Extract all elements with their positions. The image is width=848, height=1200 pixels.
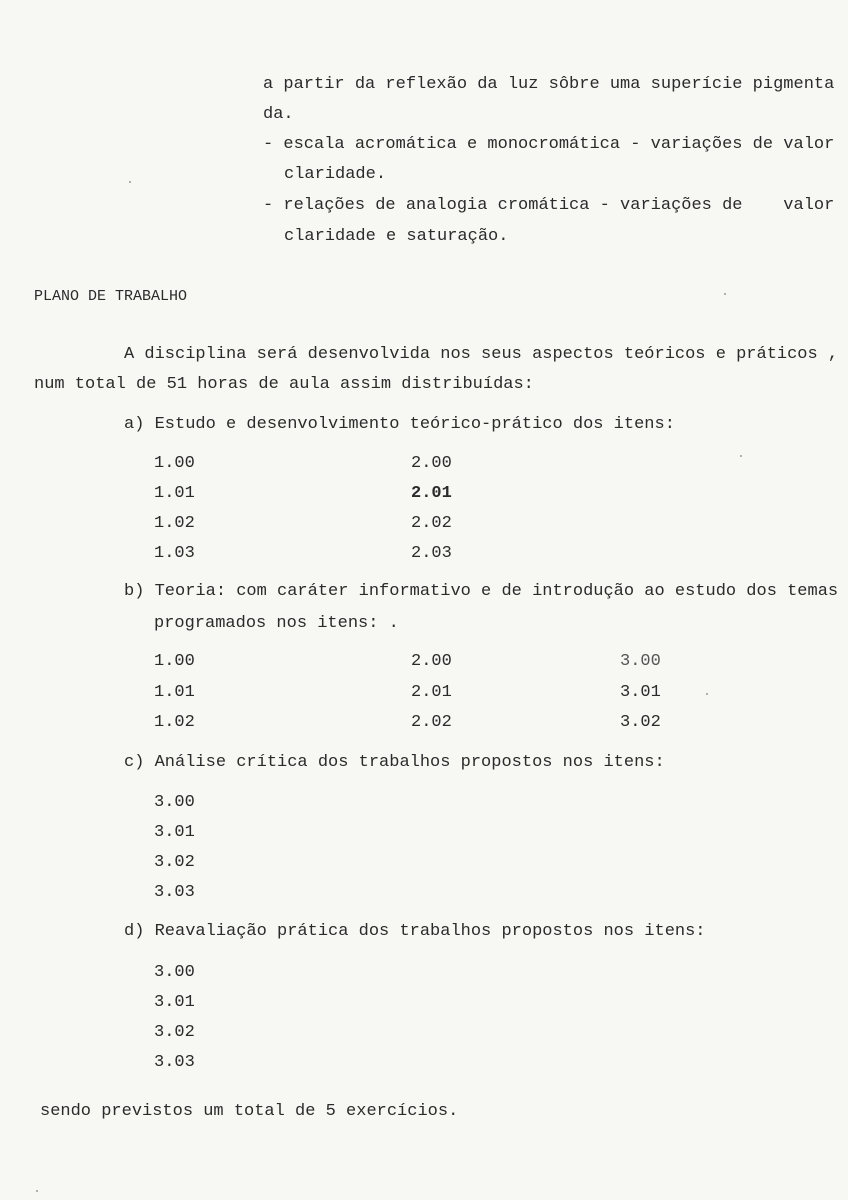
intro-bullet-2-line-1: - relações de analogia cromática - variações de valor [263, 196, 835, 215]
item-b-col1-row1: 1.00 [154, 652, 195, 671]
scan-speck [740, 455, 742, 457]
item-a-col1-row3: 1.02 [154, 514, 195, 533]
intro-bullet-1-line-1: - escala acromática e monocromática - variações de valor [263, 135, 835, 154]
item-d-heading: d) Reavaliação prática dos trabalhos propostos nos itens: [124, 922, 706, 941]
item-b-col1-row3: 1.02 [154, 713, 195, 732]
scan-speck [724, 293, 726, 295]
closing-line: sendo previstos um total de 5 exercícios. [40, 1102, 459, 1121]
item-a-col1-row4: 1.03 [154, 544, 195, 563]
scan-speck [706, 693, 708, 695]
paragraph-line-1: A disciplina será desenvolvida nos seus aspectos teóricos e práticos , [124, 345, 839, 364]
item-c-row4: 3.03 [154, 883, 195, 902]
item-b-col3-row1: 3.00 [620, 652, 661, 671]
item-b-heading-line-1: b) Teoria: com caráter informativo e de introdução ao estudo dos temas [124, 582, 839, 601]
item-c-row1: 3.00 [154, 793, 195, 812]
scan-speck [36, 1190, 38, 1192]
item-b-col1-row2: 1.01 [154, 683, 195, 702]
scan-speck [129, 181, 131, 183]
item-b-col2-row3: 2.02 [411, 713, 452, 732]
intro-line-2: da. [263, 105, 294, 124]
item-a-col1-row1: 1.00 [154, 454, 195, 473]
item-b-col2-row1: 2.00 [411, 652, 452, 671]
item-b-col3-row3: 3.02 [620, 713, 661, 732]
item-a-col2-row3: 2.02 [411, 514, 452, 533]
section-title: PLANO DE TRABALHO [34, 288, 188, 305]
item-a-col2-row2: 2.01 [411, 484, 452, 503]
item-b-col3-row2: 3.01 [620, 683, 661, 702]
item-a-col2-row4: 2.03 [411, 544, 452, 563]
item-c-heading: c) Análise crítica dos trabalhos propostos nos itens: [124, 753, 665, 772]
item-a-col1-row2: 1.01 [154, 484, 195, 503]
item-c-row2: 3.01 [154, 823, 195, 842]
item-a-heading: a) Estudo e desenvolvimento teórico-prático dos itens: [124, 415, 675, 434]
paragraph-line-2: num total de 51 horas de aula assim distribuídas: [34, 375, 534, 394]
intro-bullet-2-line-2: claridade e saturação. [284, 227, 509, 246]
item-d-row1: 3.00 [154, 963, 195, 982]
intro-line-1: a partir da reflexão da luz sôbre uma superície pigmenta [263, 75, 835, 94]
item-a-col2-row1: 2.00 [411, 454, 452, 473]
item-c-row3: 3.02 [154, 853, 195, 872]
item-d-row4: 3.03 [154, 1053, 195, 1072]
item-d-row2: 3.01 [154, 993, 195, 1012]
item-b-col2-row2: 2.01 [411, 683, 452, 702]
item-d-row3: 3.02 [154, 1023, 195, 1042]
intro-bullet-1-line-2: claridade. [284, 165, 387, 184]
item-b-heading-line-2: programados nos itens: . [154, 614, 399, 633]
